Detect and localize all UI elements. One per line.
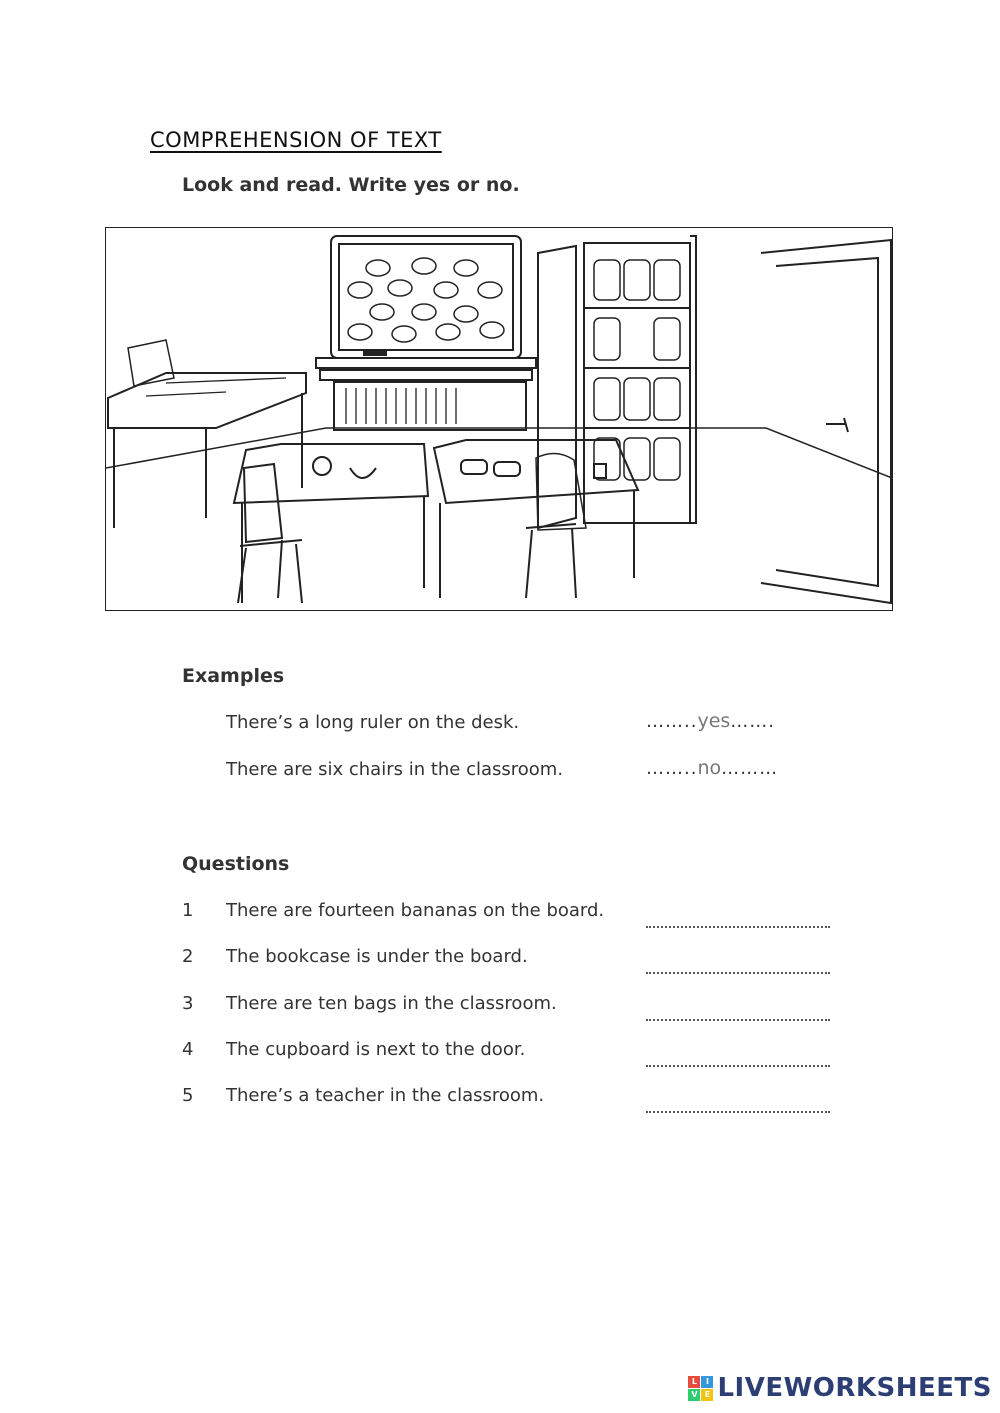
answer-input-1[interactable] [646,900,830,928]
answer-input-3[interactable] [646,993,830,1021]
example-text: There are six chairs in the classroom. [226,759,564,780]
instruction: Look and read. Write yes or no. [182,174,520,196]
question-text: There are fourteen bananas on the board. [226,900,605,921]
classroom-illustration [105,227,893,611]
logo-icon: L I V E [688,1376,713,1401]
question-row-4 [182,1039,842,1065]
question-text: There are ten bags in the classroom. [226,993,557,1014]
teacher-desk [108,340,306,528]
question-text: There’s a teacher in the classroom. [226,1085,545,1106]
question-row-3 [182,993,842,1019]
question-number: 1 [182,900,194,921]
logo-text: LIVEWORKSHEETS [717,1373,992,1403]
question-row-1 [182,900,842,926]
example-row-2 [182,759,842,785]
question-row-2 [182,946,842,972]
door [761,240,891,603]
board-with-fish [316,236,536,430]
answer-input-2[interactable] [646,946,830,974]
examples-heading: Examples [182,665,285,687]
question-text: The bookcase is under the board. [226,946,528,967]
question-number: 3 [182,993,194,1014]
question-text: The cupboard is next to the door. [226,1039,526,1060]
example-text: There’s a long ruler on the desk. [226,712,520,733]
cupboard-with-bags [538,236,696,528]
worksheet-title: COMPREHENSION OF TEXT [150,128,442,152]
example-row-1 [182,712,842,738]
questions-heading: Questions [182,853,290,875]
front-desks [234,440,638,603]
answer-input-5[interactable] [646,1085,830,1113]
answer-input-4[interactable] [646,1039,830,1067]
question-number: 2 [182,946,194,967]
chairs [238,464,576,603]
example-answer: ……..no……… [646,757,779,779]
question-number: 5 [182,1085,194,1106]
question-row-5 [182,1085,842,1111]
question-number: 4 [182,1039,194,1060]
liveworksheets-logo [688,1373,992,1403]
example-answer: ……..yes……. [646,710,776,732]
